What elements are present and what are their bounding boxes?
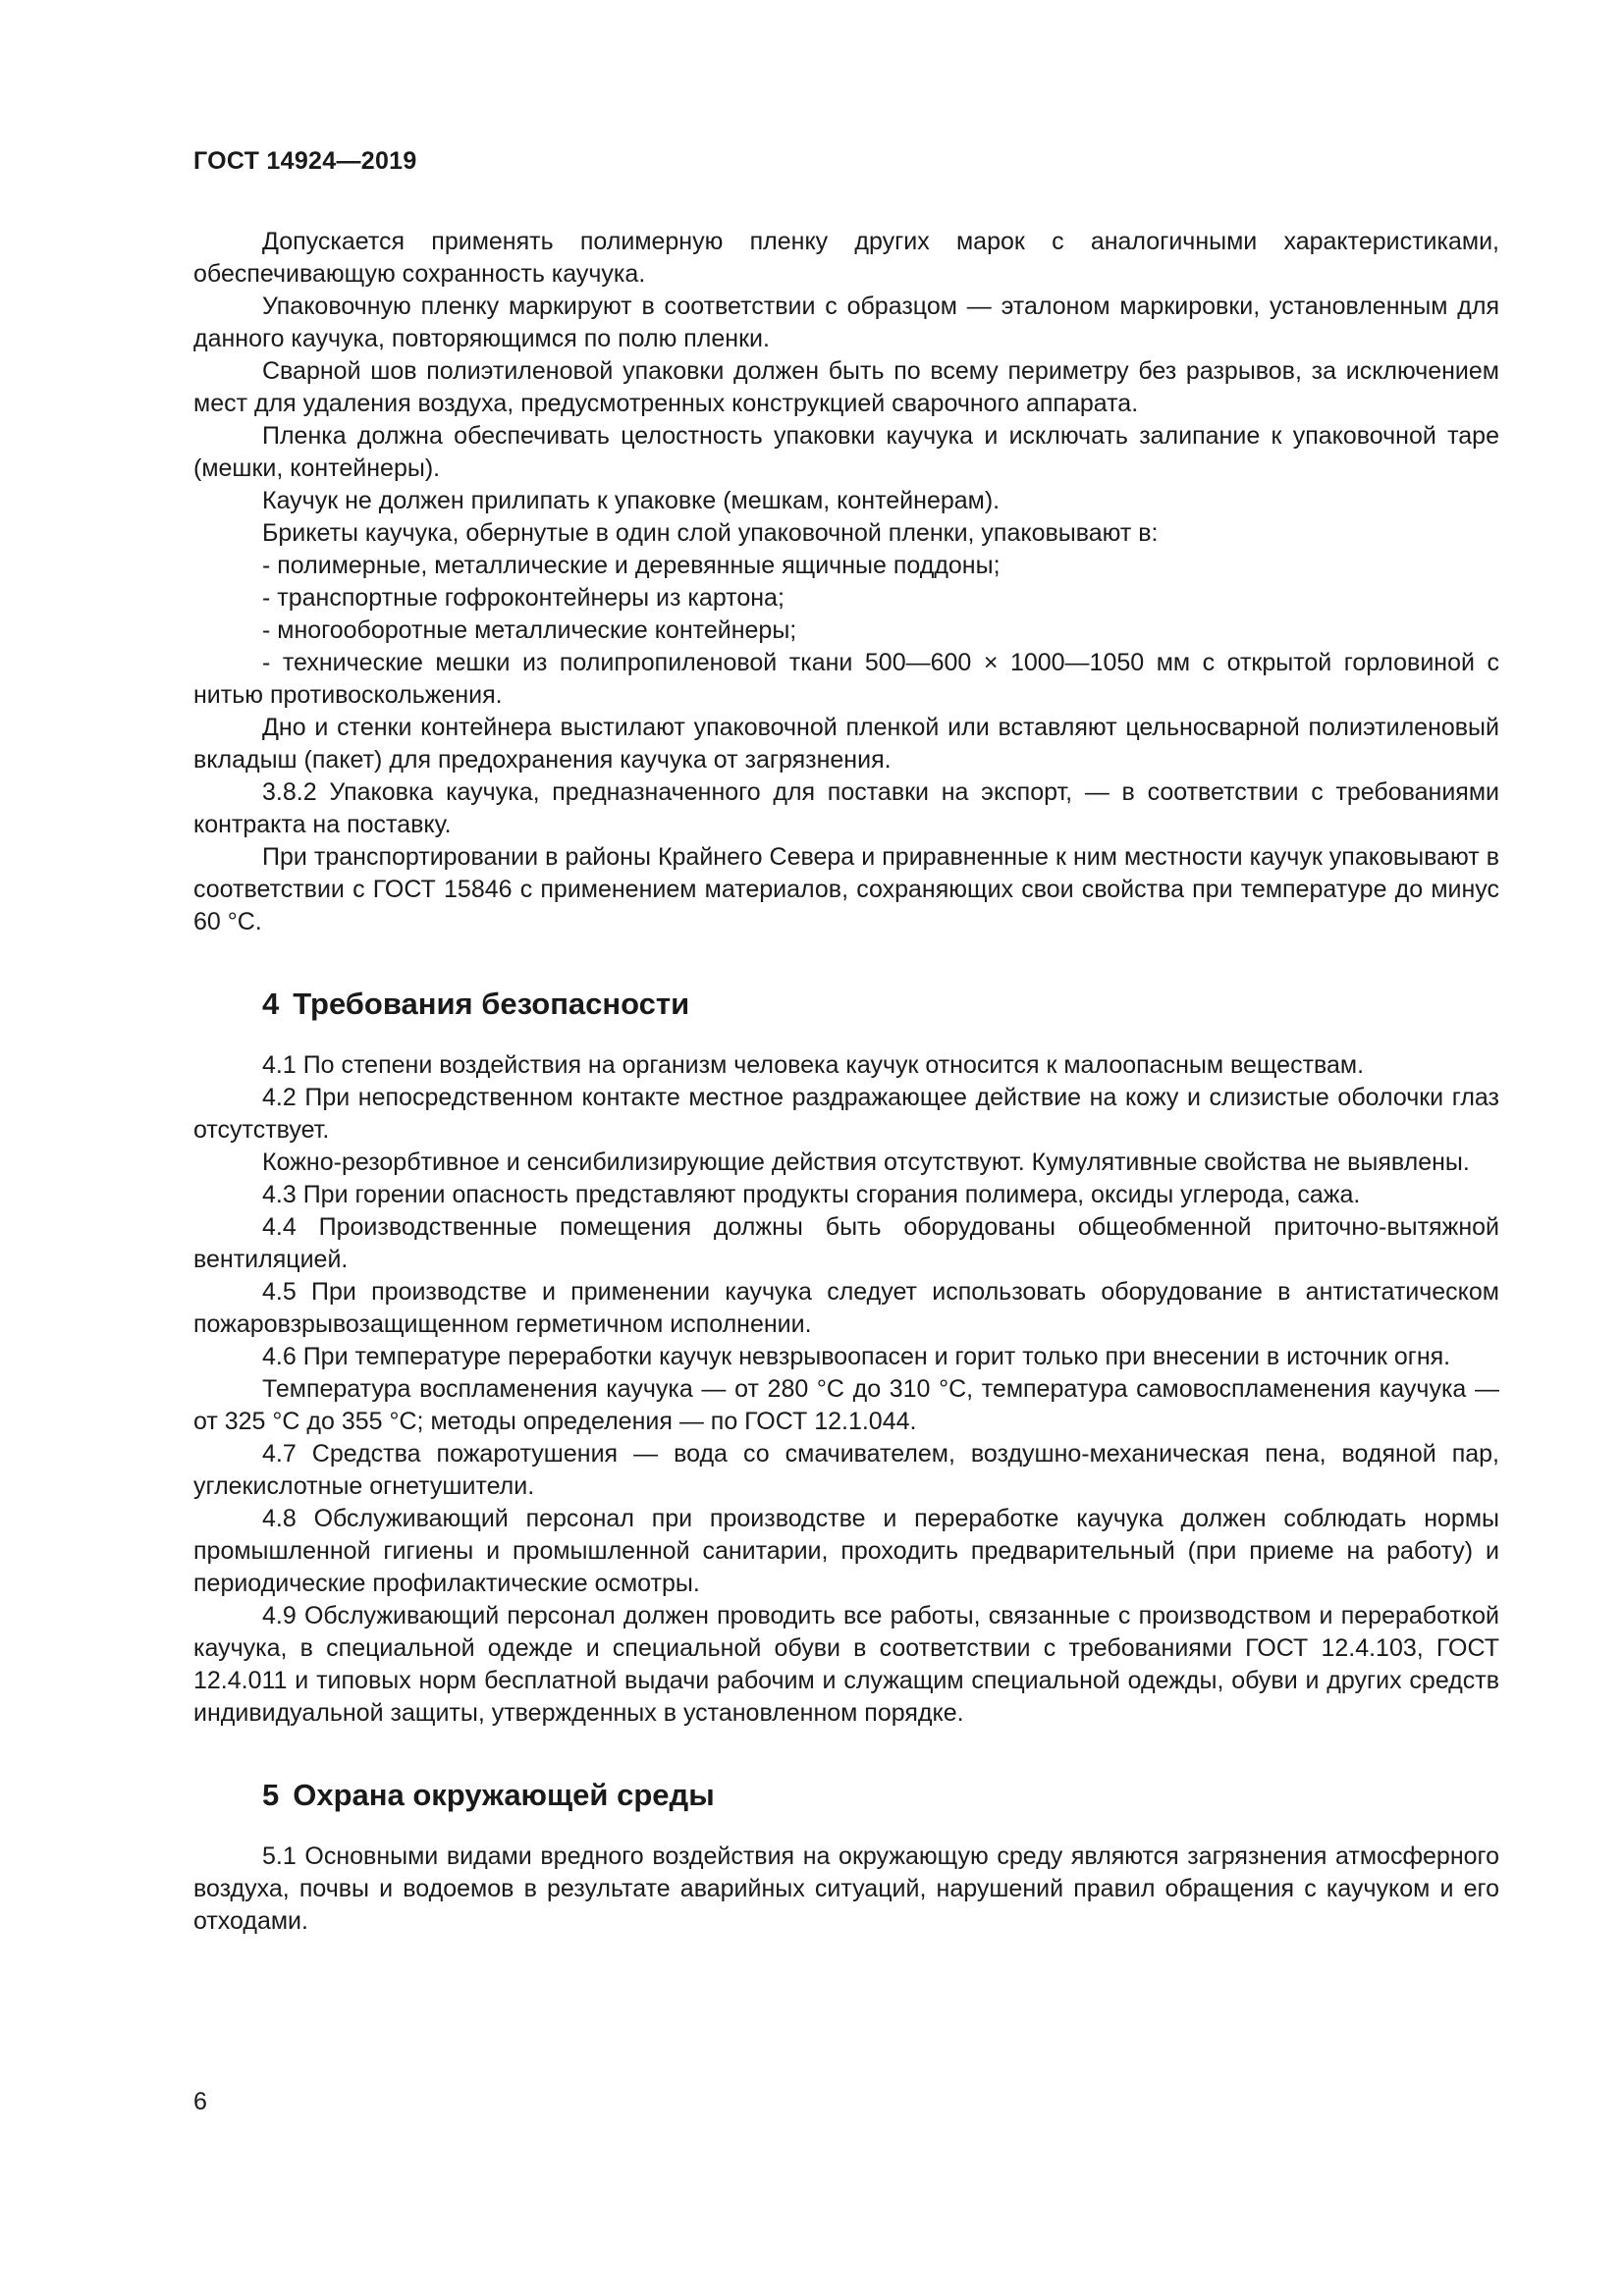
paragraph: Допускается применять полимерную пленку других марок с аналогичными характеристиками, обеспечивающую сохранность каучука. (193, 228, 1499, 288)
paragraph: 5.1 Основными видами вредного воздействия на окружающую среду являются загрязнения атмосферного воздуха, почвы и водоемов в результате аварийных ситуаций, нарушений правил обращения с каучуком и его отходами. (193, 1842, 1499, 1935)
list-item: - полимерные, металлические и деревянные ящичные поддоны; (262, 552, 1001, 579)
paragraph: Упаковочную пленку маркируют в соответствии с образцом — эталоном маркировки, установленным для данного каучука, повторяющимся по полю пленки. (193, 293, 1499, 352)
section-number: 5 (262, 1778, 280, 1812)
section-4-body (193, 1049, 1499, 1730)
paragraph: 3.8.2 Упаковка каучука, предназначенного для поставки на экспорт, — в соответствии с требованиями контракта на поставку. (193, 778, 1499, 838)
paragraph: 4.9 Обслуживающий персонал должен проводить все работы, связанные с производством и переработкой каучука, в специальной одежде и специальной обуви в соответствии с требованиями ГОСТ 12.4.103, ГОСТ 12.4.011 и типовых норм бесплатной выдачи рабочим и служащим специальной одежды, обуви и других средств индивидуальной защиты, утвержденных в установленном порядке. (193, 1602, 1499, 1727)
paragraph: 4.6 При температуре переработки каучук невзрывоопасен и горит только при внесении в источник огня. (262, 1343, 1451, 1370)
list-item: - транспортные гофроконтейнеры из картона; (262, 584, 785, 612)
list-item: - технические мешки из полипропиленовой ткани 500—600 × 1000—1050 мм с открытой горловиной с нитью противоскольжения. (193, 649, 1499, 709)
paragraph: Сварной шов полиэтиленовой упаковки должен быть по всему периметру без разрывов, за исключением мест для удаления воздуха, предусмотренных конструкцией сварочного аппарата. (193, 357, 1499, 417)
paragraph: 4.7 Средства пожаротушения — вода со смачивателем, воздушно-механическая пена, водяной пар, углекислотные огнетушители. (193, 1440, 1499, 1500)
section-title: Охрана окружающей среды (293, 1778, 715, 1812)
document-code-header: ГОСТ 14924—2019 (193, 147, 417, 175)
section-number: 4 (262, 987, 280, 1021)
paragraph: Каучук не должен прилипать к упаковке (мешкам, контейнерам). (262, 487, 1001, 514)
paragraph: 4.4 Производственные помещения должны быть оборудованы общеобменной приточно-вытяжной вентиляцией. (193, 1213, 1499, 1273)
paragraph: 4.2 При непосредственном контакте местное раздражающее действие на кожу и слизистые оболочки глаз отсутствует. (193, 1084, 1499, 1144)
paragraph: Дно и стенки контейнера выстилают упаковочной пленкой или вставляют цельносварной полиэтиленовый вкладыш (пакет) для предохранения каучука от загрязнения. (193, 714, 1499, 774)
document-body (193, 226, 1499, 1938)
paragraph: Пленка должна обеспечивать целостность упаковки каучука и исключать залипание к упаковочной таре (мешки, контейнеры). (193, 422, 1499, 482)
paragraph: 4.8 Обслуживающий персонал при производстве и переработке каучука должен соблюдать нормы промышленной гигиены и промышленной санитарии, проходить предварительный (при приеме на работу) и периодические профилактические осмотры. (193, 1505, 1499, 1597)
paragraph: При транспортировании в районы Крайнего Севера и приравненные к ним местности каучук упаковывают в соответствии с ГОСТ 15846 с применением материалов, сохраняющих свои свойства при температуре до минус 60 °С. (193, 843, 1499, 935)
paragraph: Кожно-резорбтивное и сенсибилизирующие действия отсутствуют. Кумулятивные свойства не выявлены. (262, 1148, 1470, 1176)
packaging-paragraphs (193, 226, 1499, 938)
list-item: - многооборотные металлические контейнеры; (262, 616, 797, 644)
paragraph: 4.3 При горении опасность представляют продукты сгорания полимера, оксиды углерода, сажа. (262, 1181, 1361, 1208)
section-title: Требования безопасности (293, 987, 690, 1021)
section-5-heading (262, 1776, 1499, 1815)
paragraph: Температура воспламенения каучука — от 280 °С до 310 °С, температура самовоспламенения каучука — от 325 °С до 355 °С; методы определения — по ГОСТ 12.1.044. (193, 1375, 1499, 1435)
paragraph: Брикеты каучука, обернутые в один слой упаковочной пленки, упаковывают в: (262, 519, 1159, 547)
paragraph: 4.5 При производстве и применении каучука следует использовать оборудование в антистатическом пожаровзрывозащищенном герметичном исполнении. (193, 1278, 1499, 1338)
page-number: 6 (193, 2088, 207, 2115)
section-5-body (193, 1841, 1499, 1938)
paragraph: 4.1 По степени воздействия на организм человека каучук относится к малоопасным веществам. (262, 1051, 1365, 1079)
section-4-heading (262, 985, 1499, 1024)
